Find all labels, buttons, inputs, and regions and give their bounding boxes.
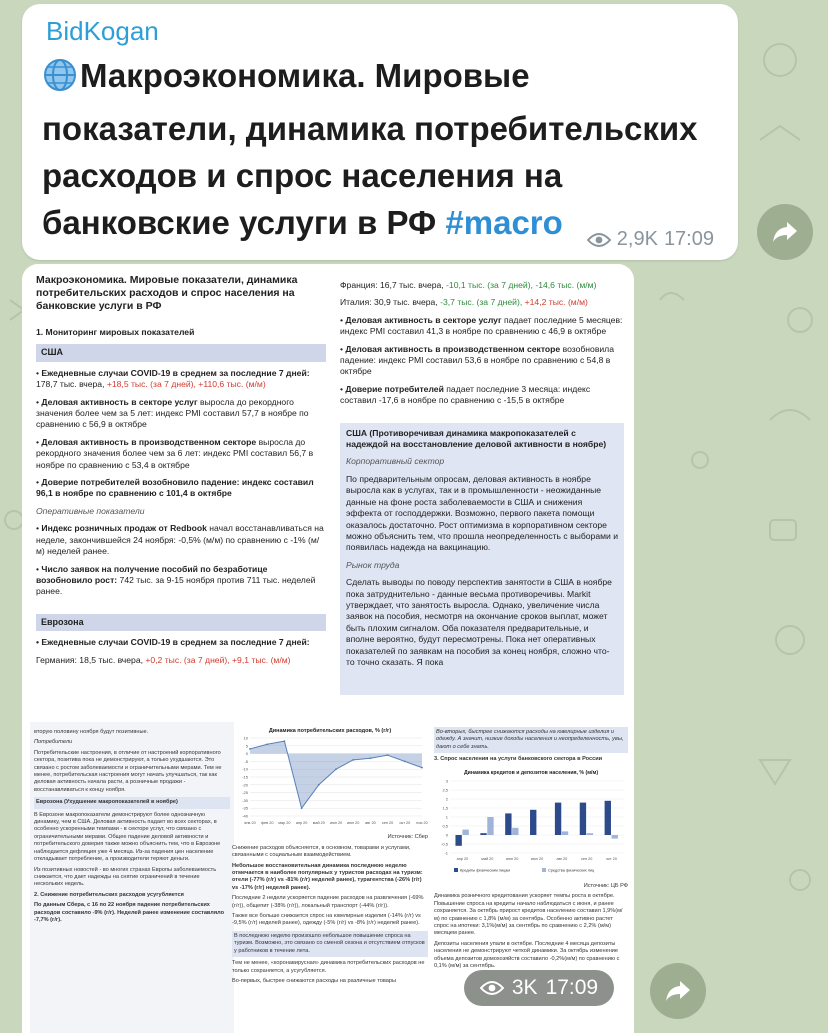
chart2-bar <box>487 817 493 835</box>
chart2-title: Динамика кредитов и депозитов населения, % (м/м) <box>463 769 599 776</box>
labor-text: Сделать выводы по поводу перспектив занятости в США в ноябре пока затруднительно - данные весьма противоречивы. Markit утверждает, что занятость выросла. Однако, увеличение числа заявок на пособия, несмотря на окончание сроков выплат, может быть плохим сигналом. Оба показателя предварительные, и вполне вероятно, будут пересмотрены. Пока нет оперативных показателей по заявкам на пособия за конец ноября, сложно что-то точно сказать. Я пока <box>346 577 612 667</box>
doc-page1-right <box>340 274 624 695</box>
redbook: • Индекс розничных продаж от Redbook начал восстанавливаться на неделе, закончившейся 24 ноября: -0,5% (м/м) по сравнению с -1% (м/м) неделей ранее. <box>36 523 324 557</box>
share-arrow-icon <box>771 220 799 244</box>
share-button[interactable] <box>757 204 813 260</box>
labor-label: Рынок труда <box>346 559 400 570</box>
usa-covid: • Ежедневные случаи COVID-19 в среднем за последние 7 дней: 178,7 тыс. вчера, +18,5 тыс. (за 7 дней), +110,6 тыс. (м/м) <box>36 367 310 390</box>
chart2-bar <box>605 800 611 834</box>
chart2-bar <box>462 829 468 834</box>
jobless-claims: • Число заявок на получение пособий по безработице возобновило рост: 742 тыс. за 9-15 ноября против 711 тыс. неделей ранее. <box>36 563 316 597</box>
message-meta <box>587 228 714 251</box>
image-message-meta <box>464 970 614 1006</box>
message-body: Макроэкономика. Мировые показатели, динамика потребительских расходов и спрос населения на банковские услуги в РФ <box>42 57 698 241</box>
chart1-area <box>250 741 422 808</box>
message-time: 17:09 <box>663 228 714 250</box>
chart2-xtick: июл 20 <box>530 856 544 861</box>
chart2-bar <box>562 831 568 835</box>
loans-deposits-chart <box>434 767 628 877</box>
chart1-xtick: мар 20 <box>278 821 291 825</box>
germany-cases: Германия: 18,5 тыс. вчера, +0,2 тыс. (за 7 дней), +9,1 тыс. (м/м) <box>36 654 291 665</box>
corp-text: По предварительным опросам, деловая активность в ноябре выросла как в услугах, так и в промышленности - неожиданные данные на фоне роста заболеваемости в США и снижения эффекта от господдержки. Возможно, первого пакета помощи оказалось достаточно. Рост оптимизма в корпоративном секторе можно объяснить тем, что прошла неопределенность с выборами и появилась надежда на вакцинацию. <box>346 473 618 553</box>
chart2-bar <box>612 835 618 839</box>
chart2-ytick: 2,5 <box>442 787 448 793</box>
chart1-xtick: май 20 <box>312 821 325 825</box>
italy-cases: Италия: 30,9 тыс. вчера, -3,7 тыс. (за 7 дней), +14,2 тыс. (м/м) <box>340 297 588 308</box>
chart2-bar <box>505 813 511 835</box>
share-arrow-icon <box>664 979 692 1003</box>
chart1-xtick: июл 20 <box>347 821 360 825</box>
chart2-bar <box>512 827 518 834</box>
chart2-ytick: 3 <box>445 778 448 784</box>
doc-page4: Динамика потребительских расходов, % (г/г) 10 5 0 -5 -10 -15 -20 -25 -30 -35 -40 янв 20 фев 20 мар 20 апр 20 май 20 июн 20 июл 20 авг 20 сен 20 окт 20 ноя 20 Источник: Сбер Снижение расходов объясняется, в основном, товарами и услугами, связанными с социальным взаимодействием. Небольшое восстановительная динамика последнюю неделю отмечается в наиболее популярных у туристов расходах на туризм: отели (-77% (г/г) vs -81% (г/г) неделей ранее), турагентства (-26% (г/г) vs -17% (г/г) неделей ранее). Последние 2 недели ускоряется падение расходов на развлечения (-69% (г/г)), общепит (-38% (г/г)), локальный транспорт (-44% (г/г)). Также все больше снижается спрос на ювелирные изделия (-14% (г/г) vs -9,5% (г/г) неделей ранее), одежду (-5% (г/г) vs -8% (г/г) неделей ранее). В последнюю неделю произошло небольшое повышение спроса на туризм. Возможно, это связано со сменой сезона и отсутствием отпусков у работников в течение лета. Тем не менее, «коронавирусная» динамика потребительских расходов не только сохраняется, а усугубляется. Во-первых, быстрее снижаются расходы на различные товары <box>230 722 430 1033</box>
chart1-ytick: 10 <box>243 735 248 741</box>
ez-covid: • Ежедневные случаи COVID-19 в среднем за последние 7 дней: <box>36 637 310 648</box>
chart1-ytick: -25 <box>242 790 248 796</box>
doc-title: Макроэкономика. Мировые показатели, динамика потребительских расходов и спрос населения на банковские услуги в РФ <box>36 274 298 312</box>
chart2-legend-swatch <box>542 868 546 872</box>
chart2-ytick: 0 <box>445 832 448 838</box>
chart1-xtick: ноя 20 <box>416 821 428 825</box>
doc-page1-left <box>36 274 326 672</box>
channel-author[interactable]: BidKogan <box>46 16 159 46</box>
eurozone-header: Еврозона <box>36 614 326 631</box>
chart1-title: Динамика потребительских расходов, % (г/г) <box>268 728 392 734</box>
chart2-ytick: -0,5 <box>441 841 448 847</box>
chart1-xtick: янв 20 <box>244 821 256 825</box>
view-count: 2,9K <box>616 228 658 250</box>
chart2-ytick: 1,5 <box>442 805 448 811</box>
chart2-bar <box>455 835 461 846</box>
consumer-spending-chart <box>232 724 428 828</box>
chart2-legend-swatch <box>454 868 458 872</box>
usa-analysis-panel <box>340 423 624 695</box>
chart1-xtick: сен 20 <box>381 821 394 825</box>
message-bubble <box>22 4 738 260</box>
chart2-xtick: апр 20 <box>456 856 469 861</box>
chart2-ytick: -1 <box>444 850 448 856</box>
doc-page5: Во-вторых, быстрее снижаются расходы на ювелирные изделия и одежду. А значит, низкие доходы населения и неопределенность, увы, дают о себе знать. 3. Спрос населения на услуги банковского сектора в России Динамика кредитов и депозитов населения, % (м/м) 3 2,5 2 1,5 1 0,5 0 -0,5 -1 апр 20 май 20 июн 20 июл 20 авг 20 сен 20 окт 20 Кредиты физическим лицам Средства физических лиц Источник: ЦБ РФ Динамика розничного кредитования ускоряет темпы роста в октябре. Повышение спроса на кредиты начало наблюдаться с июня, и ранее сохраняется. За октябрь прирост кредитов населению составил 1,9%(м/м) по сравнению с 1,8% (м/м) за сентябрь. Особенно активно растет спрос на ипотеки: 3,1%(м/м) за сентябрь по сравнению с 2,2% (м/м) месяцем ранее. Депозиты населения упали в октябре. Последние 4 месяца депозиты населения не демонстрируют четкой динамики. За октябрь изменение объема депозитов домохозяйств составило -0,2%(м/м) по сравнению с 0,1% (м/м) за сентябрь. <box>434 729 628 970</box>
ez-consumer-confidence: • Доверие потребителей падает последние 3 месяца: индекс составил -17,6 в ноябре по сравнению с -15,5 в октябре <box>340 383 591 406</box>
france-cases: Франция: 16,7 тыс. вчера, -10,1 тыс. (за 7 дней), -14,6 тыс. (м/м) <box>340 280 597 290</box>
chart2-bar <box>555 802 561 834</box>
usa-services: • Деловая активность в секторе услуг выросла до рекордного значения более чем за 5 лет: индекс PMI составил 57,7 в ноябре по сравнению с 56,9 в октябре <box>36 396 309 430</box>
chart2-xtick: авг 20 <box>556 856 568 861</box>
chart1-xtick: авг 20 <box>365 821 376 825</box>
views-eye-icon <box>587 232 611 248</box>
chart2-bar <box>530 809 536 834</box>
chart2-ytick: 2 <box>445 796 448 802</box>
chart1-ytick: 0 <box>245 751 248 757</box>
chart1-ytick: -40 <box>242 813 248 819</box>
chart2-bar <box>587 833 593 835</box>
message-text <box>42 52 732 246</box>
usa-consumer-confidence: • Доверие потребителей возобновило падение: индекс составил 96,1 в ноябре по сравнению с 101,4 в октябре <box>36 477 314 499</box>
chart2-xtick: окт 20 <box>606 856 617 861</box>
usa-manufacturing: • Деловая активность в производственном секторе выросла до рекордного значения более чем за 6 лет: индекс PMI составил 56,7 в ноябре по сравнению с 53,4 в октябре <box>36 436 314 470</box>
chart2-legend-label: Средства физических лиц <box>548 868 595 873</box>
chart1-ytick: -5 <box>244 758 248 764</box>
chart2-legend-label: Кредиты физическим лицам <box>460 868 510 873</box>
chart1-ytick: -20 <box>242 782 248 788</box>
corp-label: Корпоративный сектор <box>346 456 445 467</box>
chart1-xtick: окт 20 <box>399 821 411 825</box>
view-count: 3K <box>511 976 538 999</box>
chart1-ytick: 5 <box>245 743 248 749</box>
chart1-point <box>421 767 423 769</box>
chart1-xtick: фев 20 <box>260 821 274 825</box>
doc-section1-title: 1. Мониторинг мировых показателей <box>36 327 195 337</box>
chart2-xtick: сен 20 <box>581 856 593 861</box>
chart1-xtick: апр 20 <box>295 821 308 825</box>
chart1-ytick: -35 <box>242 805 248 811</box>
chart2-ytick: 1 <box>445 814 448 820</box>
chart2-xtick: июн 20 <box>505 856 519 861</box>
chart1-xtick: июн 20 <box>329 821 343 825</box>
globe-icon <box>42 57 78 105</box>
usa-panel-title: США (Противоречивая динамика макропоказателей с надеждой на восстановление деловой активности в ноябре) <box>346 427 607 450</box>
chart1-ytick: -30 <box>242 797 248 803</box>
document-image[interactable] <box>26 272 630 1033</box>
ez-manufacturing: • Деловая активность в производственном секторе возобновила падение: индекс PMI составил 53,6 в ноябре по сравнению с 54,8 в октябре <box>340 343 614 377</box>
chart1-ytick: -15 <box>242 774 248 780</box>
message-time: 17:09 <box>545 976 599 999</box>
usa-header: США <box>36 344 326 361</box>
ez-services: • Деловая активность в секторе услуг падает последние 5 месяцев: индекс PMI составил 41,3 в ноябре по сравнению с 46,9 в октябре <box>340 314 623 337</box>
chart2-ytick: 0,5 <box>442 823 448 829</box>
share-button[interactable] <box>650 963 706 1019</box>
doc-page3: вторую половину ноября будут позитивные. Потребители Потребительские настроения, в отличие от настроений корпоративного сектора, позитива пока не демонстрируют, а только ухудшаются. Это связано с ростом заболеваемости и ограничительными мерами. Тем не менее, потребительская настроения могут начать улучшаться, так как деловая активность начала расти, а розничные продажи - восстанавливаться к концу ноября. Еврозона (Ухудшение макропоказателей в ноябре) В Еврозоне макропоказатели демонстрируют более однозначную динамику, чем в США. Деловая активность падает во всех секторах, в особенно ускоренными темпами - в секторе услуг, что связано с ограничительными мерами. Общее падение деловой активности и потребительского доверия также можно объяснить тем, что в Еврозоне наблюдается дефляция уже 4 месяца. Из-за падения цен население откладывает потребление, а производители теряют деньги. Из позитивных новостей - во многих странах Европы заболеваемость снижается, что дает надежды на снятие ограничений в течение нескольких недель. 2. Снижение потребительских расходов усугубляется По данным Сбера, с 16 по 22 ноября падение потребительских расходов составило -9% (г/г). Неделей ранее изменение составляло -7,7% (г/г). <box>30 722 234 1033</box>
chart2-bar <box>580 802 586 834</box>
chart1-ytick: -10 <box>242 766 248 772</box>
hashtag-link[interactable]: #macro <box>445 204 563 241</box>
chart2-xtick: май 20 <box>481 856 494 861</box>
chart2-bar <box>480 833 486 835</box>
views-eye-icon <box>480 980 504 996</box>
ops-label: Оперативные показатели <box>36 505 145 516</box>
